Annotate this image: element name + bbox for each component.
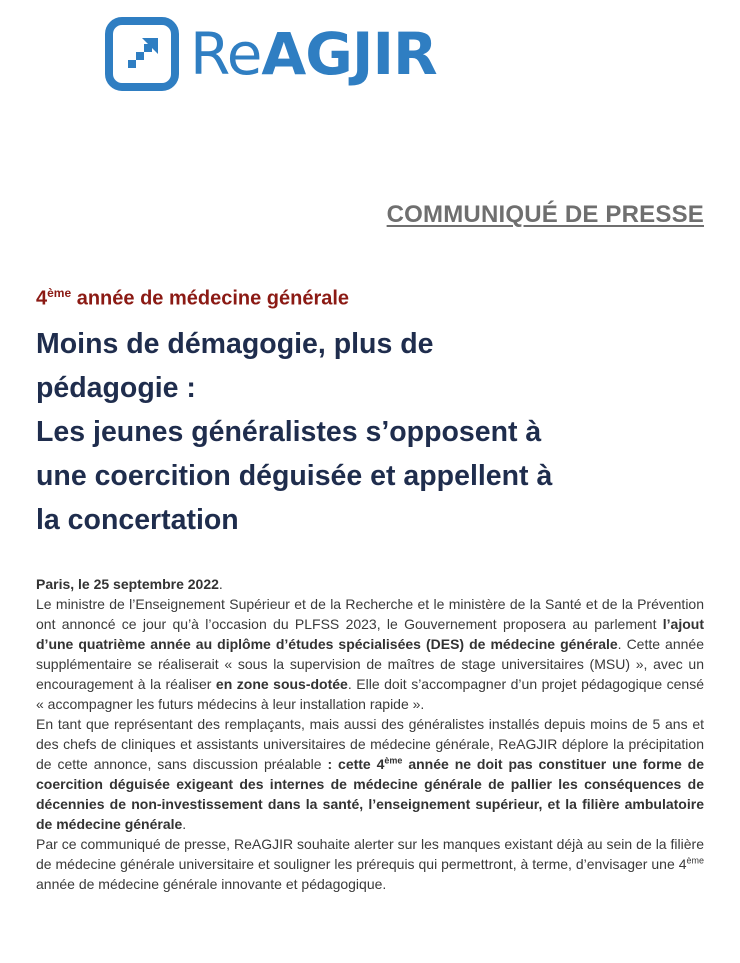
headline-line: pédagogie : [36, 372, 196, 404]
paragraph-announcement [36, 574, 704, 714]
paragraph-text: année de médecine générale innovante et pédagogique. [36, 876, 387, 892]
dateline: Paris, le 25 septembre 2022 [36, 576, 219, 592]
paragraph-bold: l’ajout d’une quatrième année au diplôme d’études spécialisées (DES) de médecine générale [36, 616, 704, 652]
press-release-title: COMMUNIQUÉ DE PRESSE [386, 201, 704, 228]
headline-line: la concertation [36, 504, 239, 536]
paragraph-text: . Elle doit s’accompagner d’un projet pédagogique censé « accompagner les futurs médecins à leur installation rapide ». [36, 676, 705, 712]
logo-prefix: Re [190, 20, 262, 88]
paragraph-bold: année ne doit pas constituer une forme de coercition déguisée exigeant des internes de médecine générale de pallier les conséquences de décennies de non-investissement dans la santé, l’enseignement supérieur, et la filière ambulatoire de médecine générale [36, 756, 705, 832]
logo-name: AGJIR [261, 20, 437, 88]
paragraph-bold: en zone sous-dotée [215, 676, 348, 692]
kicker-superscript: ème [47, 286, 72, 300]
paragraph-text: . Cette année supplémentaire se réaliserait « sous la supervision de maîtres de stage universitaires (MSU) », avec un encouragement à la réaliser [36, 636, 704, 692]
paragraph-superscript: ème [686, 855, 704, 866]
paragraph-text: . [182, 816, 187, 832]
kicker [36, 286, 349, 311]
paragraph-position [36, 714, 704, 834]
paragraph-bold: : cette 4 [321, 756, 385, 772]
headline [36, 322, 716, 542]
headline-line: Les jeunes généralistes s’opposent à [36, 416, 542, 448]
logo-wordmark [190, 20, 437, 88]
paragraph-text: Le ministre de l’Enseignement Supérieur et de la Recherche et le ministère de la Santé et de la Prévention ont annoncé ce jour qu’à l’occasion du PLFSS 2023, le Gouvernement proposera au parlement [36, 596, 704, 632]
dateline-end: . [218, 576, 223, 592]
headline-line: Moins de démagogie, plus de [36, 328, 434, 360]
paragraph-text: Par ce communiqué de presse, ReAGJIR souhaite alerter sur les manques existant déjà au sein de la filière de médecine générale universitaire et souligner les prérequis qui permettront, à terme, d’envisager une 4 [36, 836, 704, 872]
press-body [36, 574, 704, 894]
kicker-text: année de médecine générale [71, 287, 350, 310]
paragraph-conclusion [36, 834, 704, 894]
reagjir-logo [104, 16, 437, 92]
paragraph-text: En tant que représentant des remplaçants, mais aussi des généralistes installés depuis moins de 5 ans et des chefs de cliniques et assistants universitaires de médecine générale, ReAGJIR déplore la précipitation de cette annonce, sans discussion préalable [36, 716, 704, 772]
headline-line: une coercition déguisée et appellent à [36, 460, 553, 492]
logo-arrow-icon [104, 16, 180, 92]
paragraph-superscript: ème [384, 755, 403, 766]
kicker-number: 4 [36, 287, 48, 310]
